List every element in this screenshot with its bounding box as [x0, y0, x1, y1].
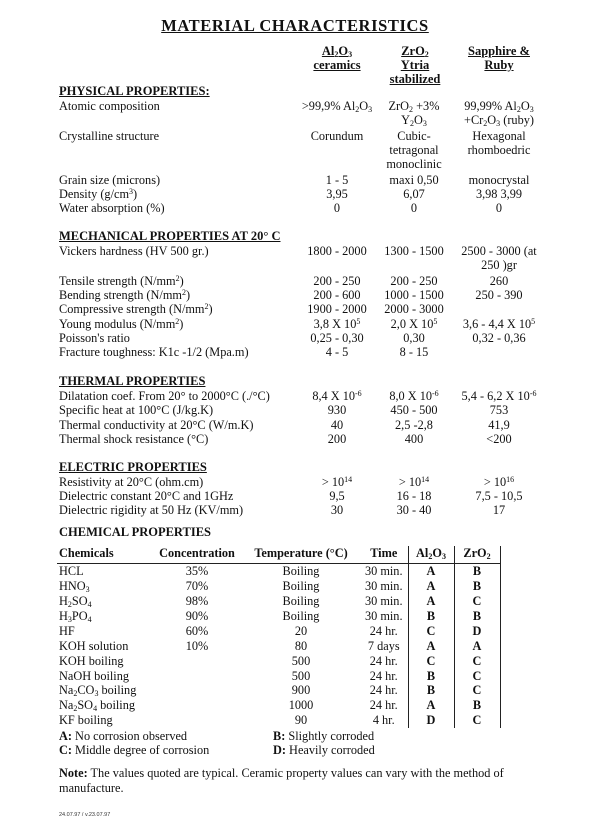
poisson-al2o3: 0,25 - 0,30 — [310, 331, 364, 345]
section-heading-mechanical: MECHANICAL PROPERTIES AT 20° C — [59, 229, 281, 243]
bending-sapphire: 250 - 390 — [475, 288, 523, 302]
concentration-cell — [152, 713, 242, 728]
table-row — [57, 713, 500, 728]
shock-al2o3: 200 — [327, 432, 347, 446]
section-heading-chemical: CHEMICAL PROPERTIES — [59, 525, 212, 539]
section-heading-electric: ELECTRIC PROPERTIES — [59, 460, 207, 474]
chemical-name: HCL — [57, 563, 152, 578]
time-cell: 24 hr. — [369, 698, 398, 713]
vickers-sapphire: 2500 - 3000 (at 250 )gr — [461, 244, 537, 272]
concentration-cell — [152, 698, 242, 713]
time-cell: 24 hr. — [369, 683, 398, 698]
chemical-name: $Na_2CO_3$ boiling — [59, 683, 137, 699]
density-sapphire: 3,98 3,99 — [475, 187, 523, 201]
bending-zro2: 1000 - 1500 — [384, 288, 444, 302]
document-reference: 24.07.97 / v.23.07.97 — [59, 812, 111, 818]
crystalline-al2o3: Corundum — [310, 129, 364, 143]
zro2-rating-cell: D — [454, 623, 500, 638]
legend-a: A: No corrosion observed — [59, 729, 188, 743]
dilatation-sapphire: 5,4 - 6,2 X $10^{-6}$ — [461, 389, 537, 403]
zro2-rating-cell: B — [454, 579, 500, 594]
shock-zro2: 400 — [404, 432, 424, 446]
conductivity-al2o3: 40 — [330, 418, 344, 432]
concentration-cell: 70% — [185, 579, 209, 594]
row-label-grain: Grain size (microns) — [59, 173, 161, 187]
vickers-al2o3: 1800 - 2000 — [307, 244, 367, 258]
row-label-young: Young modulus $(N/mm^2)$ — [59, 317, 184, 331]
density-zro2: 6,07 — [403, 187, 425, 201]
tensile-al2o3: 200 - 250 — [313, 274, 361, 288]
concentration-cell — [152, 683, 242, 698]
row-label-shock: Thermal shock resistance (°C) — [59, 432, 209, 446]
chemical-name: KOH solution — [59, 638, 129, 653]
chemical-name: KF boiling — [59, 713, 113, 728]
time-cell: 30 min. — [364, 609, 403, 623]
temperature-cell: Boiling — [282, 594, 320, 609]
zro2-rating-cell: A — [454, 638, 500, 653]
row-label-dielectric-constant: Dielectric constant 20°C and 1GHz — [59, 489, 234, 503]
dielectric-constant-sapphire: 7,5 - 10,5 — [475, 489, 523, 503]
temperature-cell: Boiling — [242, 563, 360, 578]
al2o3-rating-cell: D — [408, 713, 454, 728]
dilatation-zro2: 8,0 X $10^{-6}$ — [389, 389, 439, 403]
young-zro2: 2,0 X $10^5$ — [390, 317, 438, 331]
page-title: MATERIAL CHARACTERISTICS — [161, 16, 429, 35]
concentration-cell: 10% — [185, 638, 209, 653]
poisson-zro2: 0,30 — [403, 331, 425, 345]
table-row — [57, 683, 500, 698]
chemical-name: HF — [59, 623, 75, 638]
table-row — [57, 653, 500, 668]
resistivity-sapphire: > $10^{16}$ — [483, 475, 515, 489]
dielectric-rigidity-sapphire: 17 — [492, 503, 506, 517]
grain-zro2: maxi 0,50 — [389, 173, 439, 187]
specific-heat-zro2: 450 - 500 — [390, 403, 438, 417]
vickers-zro2: 1300 - 1500 — [384, 244, 444, 258]
row-label-specific-heat: Specific heat at 100°C (J/kg.K) — [59, 403, 214, 417]
crystalline-sapphire: Hexagonal rhomboedric — [467, 129, 531, 157]
atomic-al2o3: >99,9% $Al_2O_3$ — [301, 99, 373, 114]
water-al2o3: 0 — [333, 201, 341, 215]
row-label-crystalline: Crystalline structure — [59, 129, 160, 143]
time-cell: 30 min. — [364, 594, 403, 609]
temperature-cell: 1000 — [288, 698, 314, 713]
temperature-cell: 90 — [294, 713, 308, 728]
chemical-name: $HNO_3$ — [59, 579, 90, 595]
dielectric-rigidity-al2o3: 30 — [330, 503, 344, 517]
row-label-poisson: Poisson's ratio — [59, 331, 130, 345]
conductivity-sapphire: 41,9 — [488, 418, 510, 432]
crystalline-zro2: Cubic- tetragonal monoclinic — [386, 129, 442, 171]
temperature-cell: Boiling — [282, 609, 320, 623]
zro2-rating-cell: B — [454, 609, 500, 624]
legend-b: B: Slightly corroded — [273, 729, 375, 743]
table-row — [57, 594, 500, 609]
row-label-atomic: Atomic composition — [59, 99, 160, 113]
temperature-cell: 900 — [291, 683, 311, 698]
density-al2o3: 3,95 — [326, 187, 348, 201]
time-cell: 30 min. — [364, 579, 403, 594]
young-sapphire: 3,6 - 4,4 X $10^5$ — [462, 317, 536, 331]
section-heading-physical: PHYSICAL PROPERTIES: — [59, 84, 210, 98]
tensile-zro2: 200 - 250 — [390, 274, 438, 288]
fracture-zro2: 8 - 15 — [399, 345, 429, 359]
water-sapphire: 0 — [495, 201, 503, 215]
resistivity-al2o3: > $10^{14}$ — [321, 475, 353, 489]
fracture-al2o3: 4 - 5 — [325, 345, 349, 359]
table-row — [57, 609, 500, 624]
compressive-al2o3: 1900 - 2000 — [307, 302, 367, 316]
chemical-name: $H_2SO_4$ — [59, 594, 92, 610]
time-cell: 30 min. — [360, 563, 408, 578]
header-chemicals: Chemicals — [59, 546, 114, 561]
compressive-zro2: 2000 - 3000 — [384, 302, 444, 316]
time-cell: 4 hr. — [372, 713, 395, 728]
conductivity-zro2: 2,5 -2,8 — [395, 418, 433, 432]
chemical-resistance-table — [57, 546, 501, 728]
concentration-cell: 35% — [152, 563, 242, 578]
chemical-name: $H_3PO_4$ — [59, 609, 92, 624]
concentration-cell — [152, 668, 242, 683]
concentration-cell: 60% — [185, 623, 209, 638]
time-cell: 24 hr. — [369, 653, 398, 668]
zro2-rating-cell: B — [454, 698, 500, 713]
al2o3-rating-cell: A — [408, 563, 454, 578]
column-header-sapphire: Sapphire & Ruby — [468, 44, 530, 72]
zro2-rating-cell: C — [454, 594, 500, 609]
column-header-al2o3: $Al_2O_3$ ceramics — [313, 44, 361, 72]
al2o3-rating-cell: B — [408, 668, 454, 683]
zro2-rating-cell: C — [454, 668, 500, 683]
temperature-cell: 20 — [294, 623, 308, 638]
dielectric-constant-zro2: 16 - 18 — [396, 489, 432, 503]
chemical-name: KOH boiling — [59, 653, 124, 668]
row-label-vickers: Vickers hardness (HV 500 gr.) — [59, 244, 209, 258]
zro2-rating-cell: B — [454, 563, 500, 578]
concentration-cell: 98% — [185, 594, 209, 609]
zro2-rating-cell: C — [454, 653, 500, 668]
zro2-rating-cell: C — [454, 713, 500, 728]
dielectric-rigidity-zro2: 30 - 40 — [396, 503, 432, 517]
dilatation-al2o3: 8,4 X $10^{-6}$ — [312, 389, 362, 403]
time-cell: 7 days — [367, 638, 400, 653]
al2o3-rating-cell: A — [408, 698, 454, 713]
water-zro2: 0 — [410, 201, 418, 215]
concentration-cell — [152, 653, 242, 668]
table-row — [57, 638, 500, 653]
section-heading-thermal: THERMAL PROPERTIES — [59, 374, 206, 388]
temperature-cell: 500 — [291, 668, 311, 683]
poisson-sapphire: 0,32 - 0,36 — [472, 331, 526, 345]
footnote: Note: The values quoted are typical. Ceramic property values can vary with the method of manufacture. — [59, 766, 504, 795]
row-label-bending: Bending strength $(N/mm^2)$ — [59, 288, 191, 302]
time-cell: 24 hr. — [369, 668, 398, 683]
header-temperature: Temperature (°C) — [254, 546, 348, 561]
table-row — [57, 698, 500, 713]
grain-sapphire: monocrystal — [468, 173, 530, 187]
time-cell: 24 hr. — [369, 623, 398, 638]
legend-c: C: Middle degree of corrosion — [59, 743, 210, 757]
header-concentration: Concentration — [159, 546, 235, 561]
al2o3-rating-cell: B — [408, 609, 454, 624]
al2o3-rating-cell: A — [408, 594, 454, 609]
row-label-water: Water absorption (%) — [59, 201, 165, 215]
dielectric-constant-al2o3: 9,5 — [329, 489, 345, 503]
table-header-row — [57, 546, 500, 563]
al2o3-rating-cell: C — [408, 623, 454, 638]
al2o3-rating-cell: A — [408, 638, 454, 653]
row-label-compressive: Compressive strength $(N/mm^2)$ — [59, 302, 213, 316]
zro2-rating-cell: C — [454, 683, 500, 698]
row-label-density: Density $(g/cm^3)$ — [59, 187, 138, 201]
specific-heat-sapphire: 753 — [489, 403, 509, 417]
concentration-cell: 90% — [185, 609, 209, 623]
chemical-name: $Na_2SO_4$ boiling — [59, 698, 135, 714]
al2o3-rating-cell: C — [408, 653, 454, 668]
row-label-conductivity: Thermal conductivity at 20°C (W/m.K) — [59, 418, 254, 432]
tensile-sapphire: 260 — [489, 274, 509, 288]
table-row — [57, 623, 500, 638]
specific-heat-al2o3: 930 — [327, 403, 347, 417]
temperature-cell: Boiling — [282, 579, 320, 594]
header-time: Time — [370, 546, 398, 561]
atomic-zro2: ZrO$_2$ +3% $Y_2O_3$ — [388, 99, 440, 128]
temperature-cell: 80 — [294, 638, 308, 653]
atomic-sapphire: 99,99% $Al_2O_3$ $+Cr_2O_3$ (ruby) — [464, 99, 534, 128]
al2o3-rating-cell: A — [408, 579, 454, 594]
row-label-resistivity: Resistivity at 20°C (ohm.cm) — [59, 475, 204, 489]
temperature-cell: 500 — [291, 653, 311, 668]
row-label-dielectric-rigidity: Dielectric rigidity at 50 Hz (KV/mm) — [59, 503, 244, 517]
resistivity-zro2: > $10^{14}$ — [398, 475, 430, 489]
table-row — [57, 563, 500, 578]
column-header-zro2: ZrO$_2$ Ytria stabilized — [389, 44, 441, 86]
header-zro2: ZrO$_2$ — [454, 546, 500, 563]
row-label-fracture: Fracture toughness: K1c -1/2 (Mpa.m) — [59, 345, 249, 359]
table-row — [57, 579, 500, 594]
table-row — [57, 668, 500, 683]
young-al2o3: 3,8 X $10^5$ — [313, 317, 361, 331]
header-al2o3: $Al_2O_3$ — [408, 546, 454, 563]
chemical-name: NaOH boiling — [59, 668, 130, 683]
al2o3-rating-cell: B — [408, 683, 454, 698]
legend-d: D: Heavily corroded — [273, 743, 375, 757]
bending-al2o3: 200 - 600 — [313, 288, 361, 302]
row-label-dilatation: Dilatation coef. From 20° to 2000°C (./°C) — [59, 389, 270, 403]
row-label-tensile: Tensile strength $(N/mm^2)$ — [59, 274, 184, 288]
grain-al2o3: 1 - 5 — [325, 173, 349, 187]
shock-sapphire: <200 — [486, 432, 512, 446]
